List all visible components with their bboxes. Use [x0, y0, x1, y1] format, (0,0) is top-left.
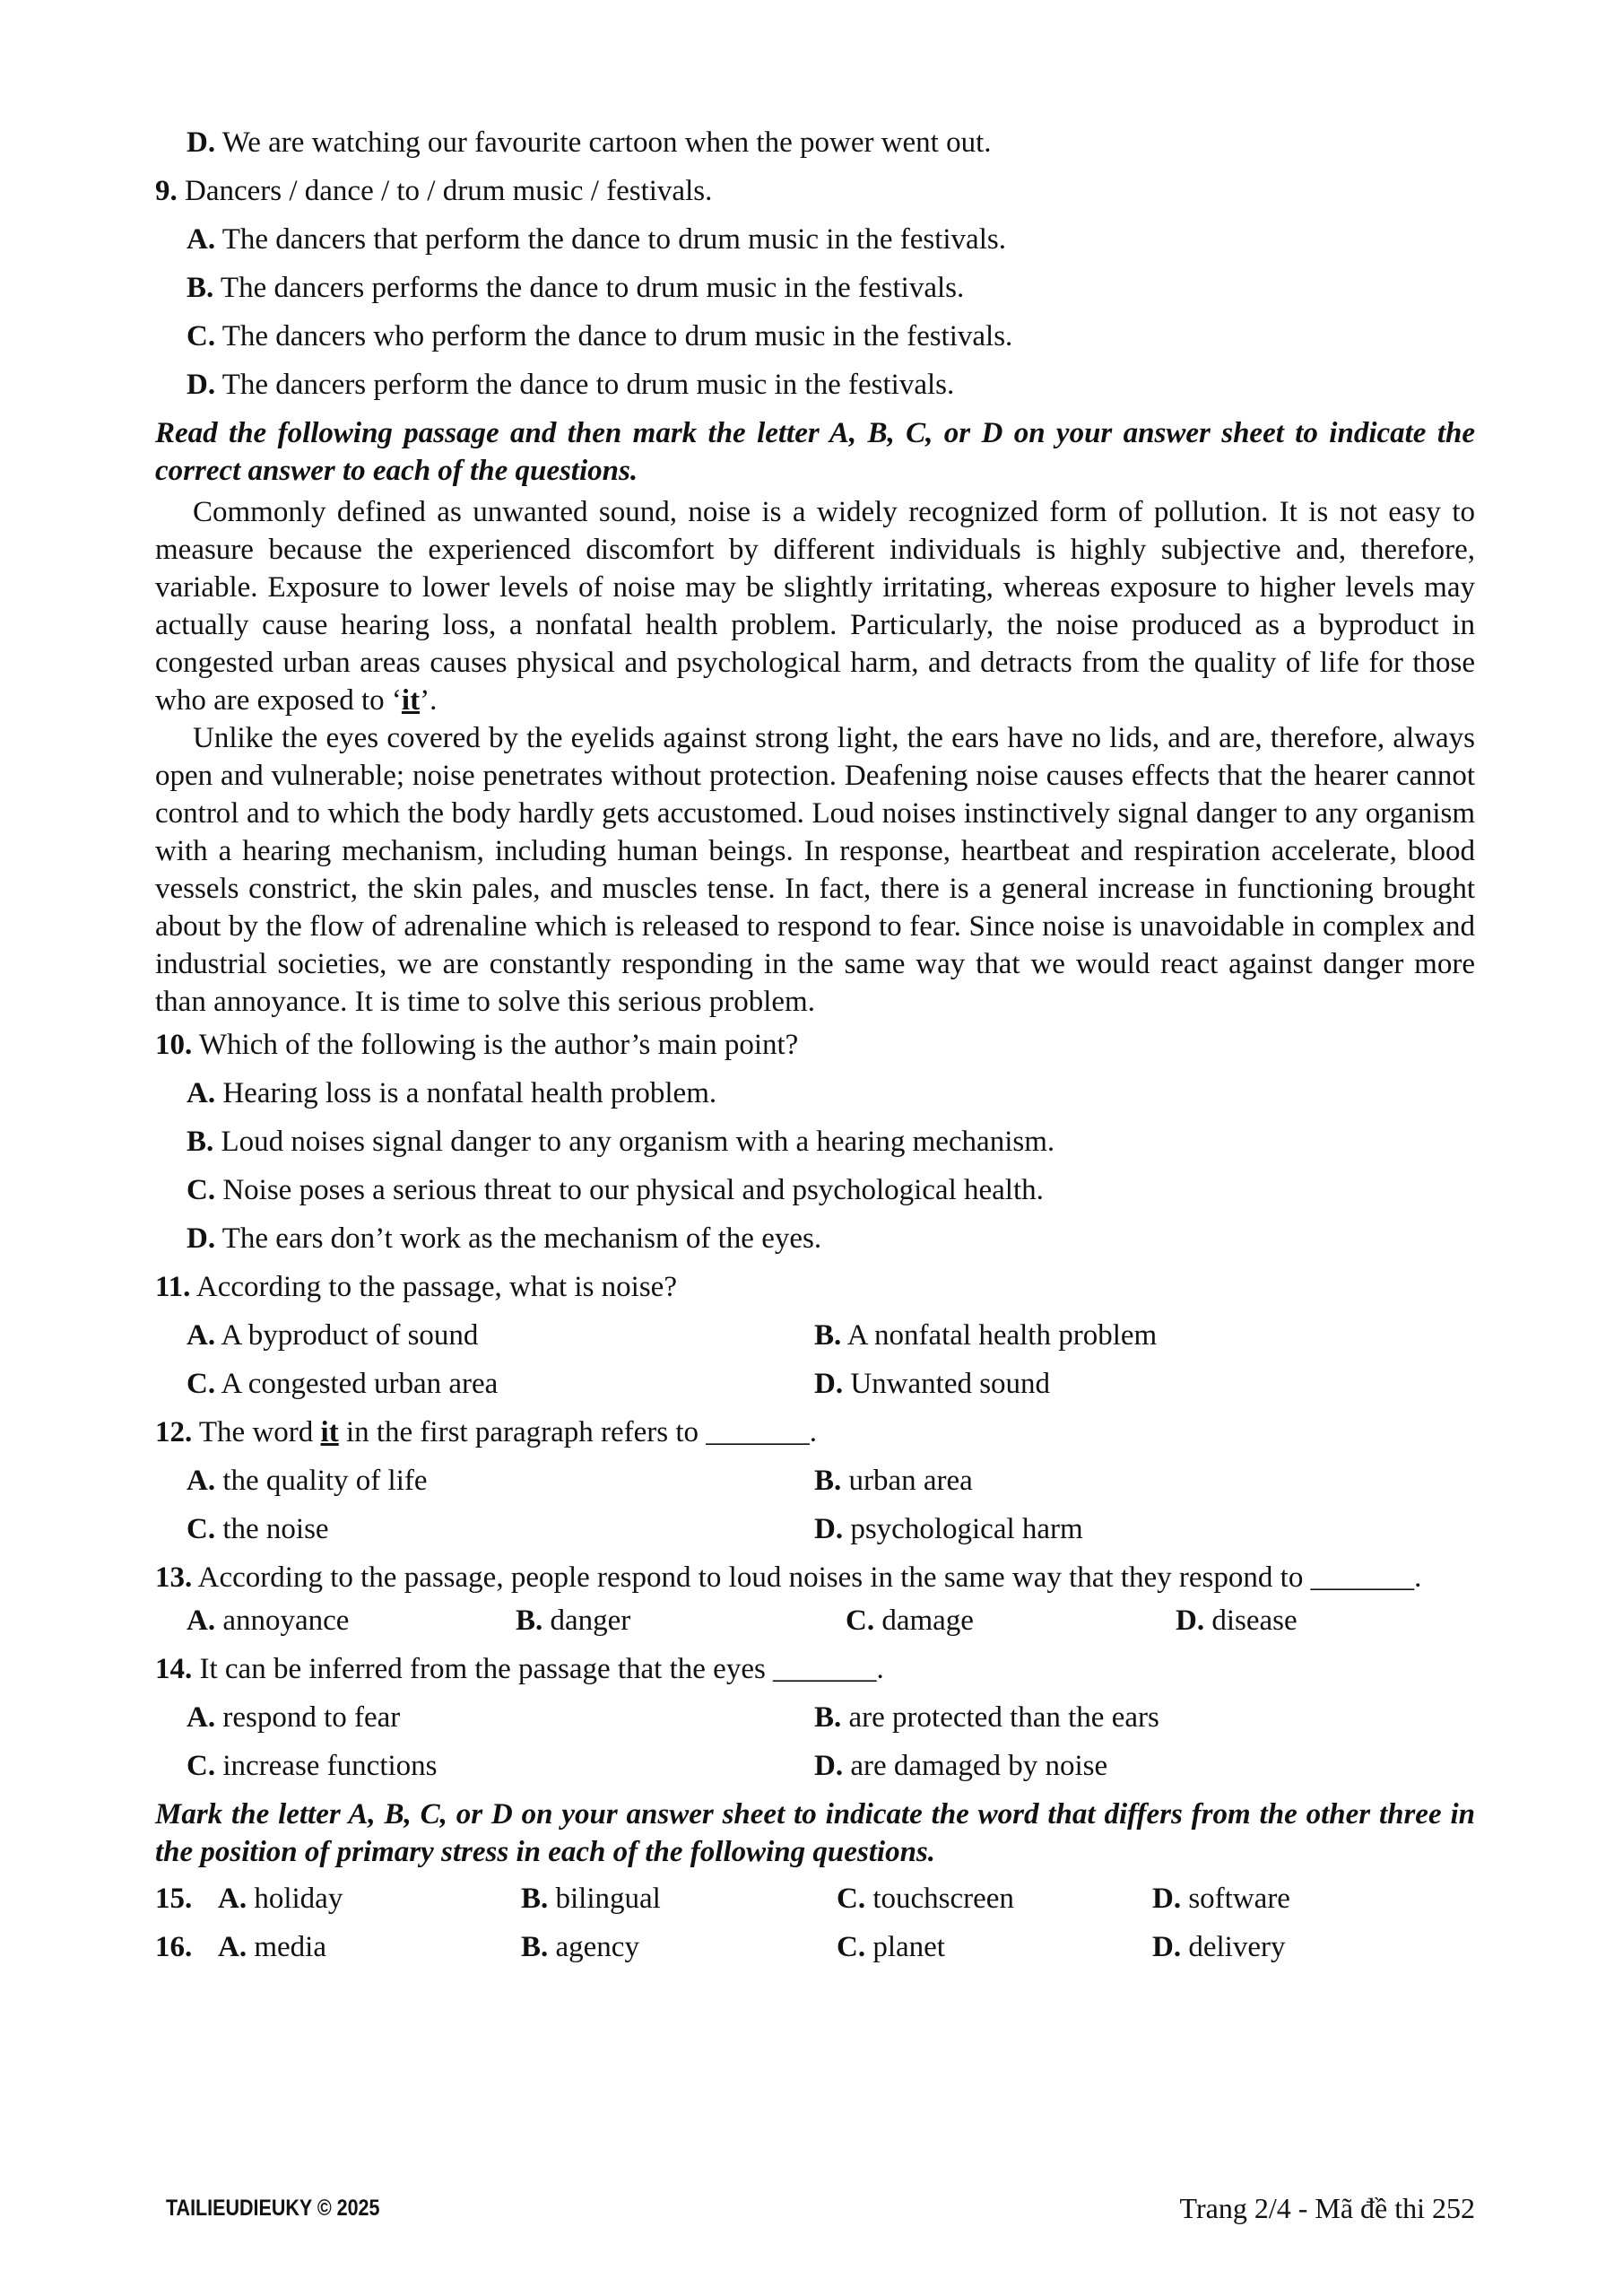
- question-text-end: in the first paragraph refers to _______.: [338, 1416, 818, 1448]
- option-text: media: [247, 1931, 326, 1963]
- option-letter: B.: [187, 272, 214, 304]
- option-letter: C.: [187, 320, 216, 352]
- paragraph-text: Commonly defined as unwanted sound, noise is a widely recognized form of pollution. It is not easy to measure because the experienced discomfort by different individuals is highly subjective and, therefore, variable. Exposure to lower levels of noise may be slightly irritating, whereas exposure to higher levels may actually cause hearing loss, a nonfatal health problem. Particularly, the noise produced as a byproduct in congested urban areas causes physical and psychological harm, and detracts from the quality of life for those who are exposed to ‘: [155, 496, 1475, 717]
- q9-option-d: [155, 361, 1475, 409]
- option-letter: D.: [814, 1368, 844, 1400]
- q10-option-d: [155, 1214, 1475, 1263]
- option-letter: D.: [187, 126, 216, 159]
- option-text: the noise: [215, 1513, 329, 1545]
- option-letter: B.: [521, 1883, 549, 1915]
- option-letter: B.: [814, 1465, 842, 1497]
- q10-option-b: [155, 1118, 1475, 1166]
- question-text: The word: [192, 1416, 321, 1448]
- q13-options: [155, 1596, 1475, 1645]
- question-text: According to the passage, what is noise?: [190, 1271, 677, 1303]
- option-letter: B.: [814, 1701, 842, 1734]
- option-letter: C.: [187, 1174, 216, 1206]
- option-text: touchscreen: [865, 1883, 1014, 1915]
- option-letter: D.: [1176, 1605, 1205, 1637]
- q11-option-c: [155, 1360, 814, 1408]
- option-letter: C.: [846, 1605, 875, 1637]
- option-text: holiday: [247, 1883, 343, 1915]
- option-text: The dancers who perform the dance to drum music in the festivals.: [215, 320, 1013, 352]
- option-letter: C.: [187, 1368, 216, 1400]
- page-footer: [166, 2188, 1475, 2228]
- option-letter: D.: [814, 1750, 844, 1782]
- q16-option-b: [521, 1923, 837, 1971]
- q15-option-c: [837, 1874, 1152, 1923]
- option-text: planet: [865, 1931, 945, 1963]
- option-text: A congested urban area: [215, 1368, 499, 1400]
- q15-row: [155, 1874, 1475, 1923]
- stress-instruction: Mark the letter A, B, C, or D on your answer sheet to indicate the word that differs from the other three in the position of primary stress in each of the following questions.: [155, 1798, 1475, 1868]
- option-text: are damaged by noise: [843, 1750, 1108, 1782]
- option-text: Hearing loss is a nonfatal health problem.: [215, 1077, 717, 1109]
- q9-option-a: [155, 215, 1475, 264]
- option-text: A nonfatal health problem: [841, 1319, 1158, 1352]
- q16-row: [155, 1923, 1475, 1971]
- q15-option-d: [1152, 1874, 1475, 1923]
- q15-option-b: [521, 1874, 837, 1923]
- option-letter: C.: [187, 1750, 216, 1782]
- option-letter: C.: [837, 1931, 866, 1963]
- option-letter: A.: [187, 1077, 216, 1109]
- q9-option-c: [155, 312, 1475, 361]
- q14-option-c: [155, 1742, 814, 1790]
- q16-option-d: [1152, 1923, 1475, 1971]
- option-letter: C.: [837, 1883, 866, 1915]
- option-letter: A.: [187, 1465, 216, 1497]
- q14-prompt: [155, 1645, 1475, 1693]
- option-letter: A.: [218, 1931, 247, 1963]
- q11-option-b: [814, 1311, 1475, 1360]
- option-letter: B.: [187, 1126, 214, 1158]
- option-text: A byproduct of sound: [215, 1319, 479, 1352]
- option-letter: B.: [521, 1931, 549, 1963]
- option-text: The dancers performs the dance to drum music in the festivals.: [213, 272, 965, 304]
- referent-keyword: it: [401, 684, 421, 717]
- option-letter: D.: [1152, 1883, 1182, 1915]
- question-number: 11.: [155, 1271, 191, 1303]
- q12-option-c: [155, 1505, 814, 1553]
- q13-option-d: [1176, 1596, 1506, 1645]
- q14-option-d: [814, 1742, 1475, 1790]
- q11-option-d: [814, 1360, 1475, 1408]
- q14-option-a: [155, 1693, 814, 1742]
- option-letter: D.: [187, 1222, 216, 1255]
- question-keyword: it: [320, 1416, 339, 1448]
- q12-prompt: [155, 1408, 1475, 1457]
- question-text: Which of the following is the author’s main point?: [192, 1029, 799, 1061]
- passage-paragraph-2: Unlike the eyes covered by the eyelids against strong light, the ears have no lids, and are, therefore, always open and vulnerable; noise penetrates without protection. Deafening noise causes effects that the hearer cannot control and to which the body hardly gets accustomed. Loud noises instinctively signal danger to any organism with a hearing mechanism, including human beings. In response, heartbeat and respiration accelerate, blood vessels constrict, the skin pales, and muscles tense. In fact, there is a general increase in functioning brought about by the flow of adrenaline which is released to respond to fear. Since noise is unavoidable in complex and industrial societies, we are constantly responding in the same way that we would react against danger more than annoyance. It is time to solve this serious problem.: [155, 722, 1475, 1018]
- question-text: It can be inferred from the passage that the eyes _______.: [192, 1653, 884, 1685]
- option-text: are protected than the ears: [841, 1701, 1159, 1734]
- option-letter: A.: [218, 1883, 247, 1915]
- option-text: the quality of life: [215, 1465, 428, 1497]
- q12-option-a: [155, 1457, 814, 1505]
- option-text: increase functions: [215, 1750, 438, 1782]
- q8-option-d: [155, 118, 1475, 167]
- option-text: The dancers that perform the dance to drum music in the festivals.: [215, 223, 1006, 256]
- q15-option-a: [218, 1874, 521, 1923]
- q13-option-a: [187, 1596, 516, 1645]
- option-letter: B.: [814, 1319, 842, 1352]
- option-text: Unwanted sound: [843, 1368, 1051, 1400]
- question-number: 10.: [155, 1029, 193, 1061]
- option-letter: D.: [1152, 1931, 1182, 1963]
- reading-instruction: Read the following passage and then mark the letter A, B, C, or D on your answer sheet to indicate the correct answer to each of the questions.: [155, 417, 1475, 487]
- option-text: respond to fear: [215, 1701, 401, 1734]
- exam-page: [155, 118, 1475, 1971]
- option-text: bilingual: [548, 1883, 661, 1915]
- q12-option-b: [814, 1457, 1475, 1505]
- option-text: delivery: [1181, 1931, 1286, 1963]
- q16-option-a: [218, 1923, 521, 1971]
- option-text: disease: [1204, 1605, 1298, 1637]
- option-text: annoyance: [215, 1605, 350, 1637]
- option-text: damage: [874, 1605, 974, 1637]
- question-number: 15.: [155, 1883, 193, 1915]
- option-letter: A.: [187, 223, 216, 256]
- option-letter: A.: [187, 1319, 216, 1352]
- question-number: 12.: [155, 1416, 193, 1448]
- option-text: agency: [548, 1931, 639, 1963]
- option-text: urban area: [841, 1465, 973, 1497]
- q13-option-b: [516, 1596, 846, 1645]
- option-text: The dancers perform the dance to drum music in the festivals.: [215, 369, 955, 401]
- option-text: danger: [542, 1605, 631, 1637]
- question-number: 14.: [155, 1653, 193, 1685]
- footer-copyright: TAILIEUDIEUKY © 2025: [166, 2196, 380, 2221]
- q10-option-c: [155, 1166, 1475, 1214]
- q14-options: [155, 1693, 1475, 1790]
- footer-page-info: Trang 2/4 - Mã đề thi 252: [1179, 2192, 1475, 2224]
- option-letter: D.: [814, 1513, 844, 1545]
- q13-option-c: [846, 1596, 1176, 1645]
- question-number: 9.: [155, 175, 178, 207]
- question-number: 16.: [155, 1931, 193, 1963]
- passage-paragraph-1: [155, 493, 1475, 719]
- q12-option-d: [814, 1505, 1475, 1553]
- paragraph-end: ’.: [420, 684, 438, 717]
- q11-option-a: [155, 1311, 814, 1360]
- option-text: Loud noises signal danger to any organism with a hearing mechanism.: [213, 1126, 1055, 1158]
- question-number: 13.: [155, 1561, 193, 1594]
- option-text: The ears don’t work as the mechanism of the eyes.: [215, 1222, 822, 1255]
- q10-prompt: [155, 1021, 1475, 1069]
- question-text: Dancers / dance / to / drum music / festivals.: [177, 175, 713, 207]
- q9-prompt: [155, 167, 1475, 215]
- option-letter: B.: [516, 1605, 543, 1637]
- q11-prompt: [155, 1263, 1475, 1311]
- option-text: software: [1181, 1883, 1290, 1915]
- q9-option-b: [155, 264, 1475, 312]
- option-letter: A.: [187, 1605, 216, 1637]
- q13-prompt: [155, 1559, 1475, 1596]
- q16-option-c: [837, 1923, 1152, 1971]
- q12-options: [155, 1457, 1475, 1553]
- q14-option-b: [814, 1693, 1475, 1742]
- option-text: psychological harm: [843, 1513, 1083, 1545]
- q11-options: [155, 1311, 1475, 1408]
- option-letter: A.: [187, 1701, 216, 1734]
- q10-option-a: [155, 1069, 1475, 1118]
- option-letter: C.: [187, 1513, 216, 1545]
- option-text: We are watching our favourite cartoon when the power went out.: [215, 126, 992, 159]
- option-text: Noise poses a serious threat to our physical and psychological health.: [215, 1174, 1044, 1206]
- option-letter: D.: [187, 369, 216, 401]
- question-text: According to the passage, people respond to loud noises in the same way that they respond to _______.: [192, 1561, 1422, 1594]
